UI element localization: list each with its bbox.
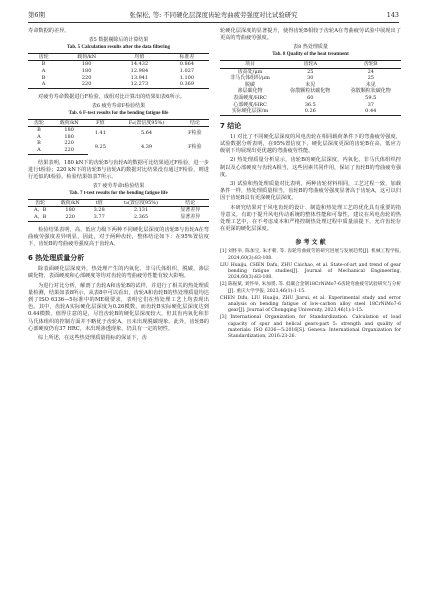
- table-cell: 5.64: [140, 130, 153, 137]
- table-row: [220, 95, 401, 102]
- right-column: [220, 28, 401, 341]
- table-row: [28, 81, 209, 88]
- paragraph: 1) 对比了不同硬化层深度的风电齿轮在相同载荷条件下的弯曲疲劳强度，试验数据分析表明，在95%置信度下，硬化层深度更深的齿轮B在高、低应力级别下均展现出更优越的弯曲疲劳性能。: [220, 133, 401, 155]
- table-header-cell: 载荷/kN: [59, 53, 114, 61]
- reference-item: [1] 刘怀举, 陈加宝, 朱才朝, 等. 齿轮弯曲疲劳的研究进展与发展趋势[J]. 机械工程学报, 2024,60(3):83-108.: [220, 249, 401, 261]
- table-cell: A: [37, 133, 41, 140]
- paragraph: 寿命数据的差异。: [28, 28, 70, 34]
- table-cell: 180: [64, 127, 74, 134]
- table5-caption: 表5 数据剔除后的计算结果: [88, 37, 149, 44]
- table-cell: B: [37, 127, 41, 134]
- paragraph: 检验结果表明，高、低应力级下两种不同硬化层深度的齿轮B与齿轮A在弯曲疲劳强度差异明显，因此，对于两种齿轮，整体结论如下：在95%置信度下，齿轮B的弯曲疲劳强度高于齿轮A。: [28, 226, 209, 247]
- table-cell: 1.027: [179, 67, 195, 74]
- table-header-cell: 载荷/kN: [50, 119, 88, 127]
- table-header-cell: 均值: [114, 53, 165, 61]
- table-cell: 180: [81, 67, 92, 74]
- table-cell: 13.941: [130, 74, 149, 81]
- paragraph: 综上所述，在这些热处理质量指标的保证下，齿: [38, 334, 147, 341]
- paragraph: 轮硬化层深度的显著提升，使得齿轮B相较于齿轮A在弯曲疲劳试验中展现出了更高的弯曲疲劳强度。: [220, 28, 401, 42]
- table8: [220, 60, 401, 116]
- table-cell: F检验: [188, 143, 202, 150]
- table5-caption-en: Tab. 5 Calculation results after the data filtering: [67, 45, 170, 50]
- references-heading: 参 考 文 献: [295, 239, 326, 247]
- table-cell: 弥散颗粒状碳化物: [290, 88, 331, 95]
- paragraph: 对疲劳寿命数据进行F检验，成组对比计算出的结果如表6所示。: [38, 93, 185, 100]
- table-header-cell: 项目: [220, 61, 280, 69]
- table-cell: B: [37, 140, 41, 147]
- table-cell: 24: [367, 68, 374, 75]
- table-cell: 未见: [305, 81, 316, 88]
- table7: [28, 199, 209, 222]
- table-header-cell: 结论: [172, 199, 209, 207]
- reference-item: CHEN Difu, LIU Huaiju, ZHU Jiarui, et al. Experimental study and error analysis on bending fatigue of low-carbon alloy steel 18CrNiMo7-6 gear[J]. Journal of Chongqing University, 2023,46(1):1-15.: [220, 295, 401, 314]
- page-number: 143: [386, 11, 399, 19]
- table6-caption-en: Tab. 6 F-test results for the bending fatigue life: [68, 110, 169, 116]
- table5: [28, 53, 209, 89]
- table-row: [220, 75, 401, 82]
- table-cell: 显著差异: [180, 207, 201, 214]
- table-cell: 1.41: [94, 130, 106, 137]
- table-cell: 220: [52, 214, 88, 221]
- table-header-cell: 齿轮: [28, 119, 50, 127]
- table-row: [28, 75, 209, 82]
- table-header-cell: t值: [88, 199, 110, 207]
- table-cell: 180: [64, 133, 74, 140]
- table-cell: A: [41, 67, 46, 74]
- table-cell: 显著差异: [172, 214, 209, 221]
- table-cell: 弥散颗粒状碳化物: [350, 88, 391, 95]
- table-header-cell: 结论: [181, 119, 209, 127]
- section-heading: 7 结论: [220, 121, 242, 130]
- left-column: [28, 28, 209, 344]
- table-row: [28, 61, 209, 68]
- table-cell: 实际硬化层深/m: [220, 108, 280, 115]
- table-cell: 220: [64, 140, 74, 147]
- table-row: [28, 127, 209, 134]
- table-cell: 25: [307, 68, 314, 75]
- table-cell: 3.77: [88, 214, 110, 221]
- table-cell: 1.100: [179, 74, 195, 81]
- paragraph: 为进行对比分析，解剖了齿轮A和齿轮B的试样，并进行了相关的热处理质量检测，结果如表8所示，从表8中可以看出，齿轮A和齿轮B的热处理质量均达到了ISO 6336—5标准中的ME级要求，表明它们在热处理工艺上均表现出色。其中，齿轮A实际硬化层深度为0.26模数，而齿轮B实际硬化层深度达到0.44模数，值得注意的是，尽管齿轮B的硬化层深度较大，但其齿内氧化和非马氏体组织的控制方面并不略优于齿轮A，且未出现脱碳现象。此外，齿轮B的心部硬度仍有37 HRC，未出现渗透现象，仍具有一定的韧性。: [28, 282, 209, 332]
- paragraph: 3) 试验和热处理质量对比表明，两种齿轮材料相同，工艺过程一致，加载条件一样，热处理质量相当，齿轮B的弯曲疲劳强度显著高于齿轮A，这可以归因于齿轮B具有更深硬化层深度。: [220, 180, 401, 202]
- table-cell: F检验: [188, 130, 202, 137]
- table-cell: 2.131: [133, 207, 149, 214]
- paragraph: 除表面硬化层深度外，热处理产生的内氧化、非马氏体组织、脱碳、渗层碳化物、表面硬度和心部硬度等均对齿轮的弯曲疲劳性能有较大影响。: [28, 266, 209, 280]
- table-row: [28, 214, 209, 221]
- table-cell: 2.365: [110, 214, 171, 221]
- table-header-cell: 齿轮: [28, 199, 52, 207]
- table8-caption: 表8 热处理质量: [293, 44, 328, 51]
- table7-caption: 表7 疲劳寿命t检验结果: [92, 183, 145, 190]
- table-cell: 心部硬度/HRC: [233, 101, 267, 108]
- table-cell: 37: [367, 101, 374, 108]
- table-cell: 14.432: [130, 61, 149, 68]
- table-row: [28, 207, 209, 214]
- table-cell: 0.864: [179, 61, 195, 68]
- table-header-cell: F值: [88, 119, 112, 127]
- table-cell: 9.25: [94, 143, 106, 150]
- table-header-cell: 齿轮B: [341, 61, 402, 69]
- table-cell: 0.26: [280, 108, 340, 115]
- table-header-cell: 标准差: [165, 53, 209, 61]
- table-row: [220, 88, 401, 95]
- table6: [28, 119, 209, 155]
- table-cell: 0.369: [165, 81, 209, 88]
- table8-caption-en: Tab. 8 Quality of the heat treatment: [272, 52, 349, 58]
- table-cell: 30: [307, 75, 314, 82]
- table-cell: 未见: [365, 81, 376, 88]
- table7-caption-en: Tab. 7 t-test results for the bending fatigue life: [69, 190, 168, 196]
- table6-caption: 表6 疲劳寿命F检验结果: [91, 102, 146, 109]
- issue-number: 第6期: [28, 11, 45, 19]
- table-cell: 表面硬度/HRC: [233, 94, 267, 101]
- table-cell: 12.273: [114, 81, 165, 88]
- table-row: [28, 68, 209, 75]
- table-cell: A: [28, 81, 59, 88]
- table-cell: 59.5: [365, 94, 377, 101]
- paragraph: 结果表明，180 kN下的齿轮B与齿轮A的数据可比结果通过F检验，进一步进行t检验；220 kN下的齿轮B与齿轮A的数据对比结果没有通过F检验，则进行近似的t检验。检验结果如表7所示。: [28, 159, 209, 180]
- table-header-cell: F₀(置信度95%): [112, 119, 180, 127]
- table-cell: 180: [65, 207, 75, 214]
- table-cell: B: [41, 74, 46, 81]
- table-cell: 脱碳: [245, 81, 256, 88]
- table-cell: 齿高处/μm: [237, 68, 263, 75]
- table-header-cell: 齿轮A: [280, 61, 340, 69]
- table-cell: 220: [59, 81, 114, 88]
- paragraph: 2) 热处理质量分析显示，齿轮B的硬化层深度、内氧化、非马氏体组织控制以及心部硬度与齿轮A相当，这些因素共同作用，保证了齿轮B的弯曲疲劳强度。: [220, 157, 401, 178]
- table-header-cell: t₀(置信度95%): [110, 199, 171, 207]
- table-row: [220, 108, 401, 115]
- table-cell: 4.39: [140, 143, 153, 150]
- table-cell: 非马氏体组织/μm: [230, 75, 270, 82]
- table-cell: 12.984: [130, 67, 149, 74]
- reference-item: LIU Huaiju, CHEN Dafu, ZHU Caichao, et al. State-of-art and trend of gear bending fatigue studies[J]. Journal of Mechanical Engineering, 2024,60(3):83-108.: [220, 262, 401, 281]
- table-header-cell: 齿轮: [28, 53, 59, 61]
- paragraph: 本研究结果对于风电齿轮的设计、制造和热处理工艺的优化具有重要的指导意义，有助于提升风电传动系统的整体性能和可靠性，建议在风电齿轮的热处理工艺中，在不考虑成本和严格控制热处理过程中质量前提下，允许齿轮存在更深的硬化层深度。: [220, 204, 401, 233]
- table-cell: 180: [81, 61, 92, 68]
- table-cell: 3.28: [93, 207, 105, 214]
- table-cell: 220: [81, 74, 92, 81]
- running-header: [28, 10, 399, 23]
- section-heading: 6 热处理质量分析: [28, 254, 85, 263]
- table-cell: 渗层碳化物: [237, 88, 263, 95]
- table-cell: A、B: [33, 207, 47, 214]
- table-cell: B: [41, 61, 46, 68]
- table-row: [28, 140, 209, 147]
- table-cell: 60: [307, 94, 314, 101]
- reference-item: [3] International Organization for Standardization. Calculation of load capacity of spur and helical gears-part 5: strength and quality of materials: ISO 6336—5:2016[S]. Geneva: International Organization for Standardization, 2016:23-26.: [220, 315, 401, 340]
- table-cell: 36.5: [304, 101, 316, 108]
- table-cell: 0.44: [341, 108, 402, 115]
- table-cell: 25: [367, 75, 374, 82]
- header-title: 张保松, 等: 不同硬化层深度齿轮弯曲疲劳强度对比试验研究: [129, 11, 298, 19]
- table-cell: A: [28, 147, 50, 154]
- table-cell: 220: [50, 147, 88, 154]
- table-cell: A、B: [28, 214, 52, 221]
- table-header-cell: 载荷/kN: [52, 199, 88, 207]
- reference-item: [2] 陈振斌, 刘怀举, 朱加赟, 等. 低碳合金钢18CrNiMo7-6齿轮弯曲疲劳试验研究与分析[J]. 重庆大学学报, 2023,46(1):1-15.: [220, 282, 401, 294]
